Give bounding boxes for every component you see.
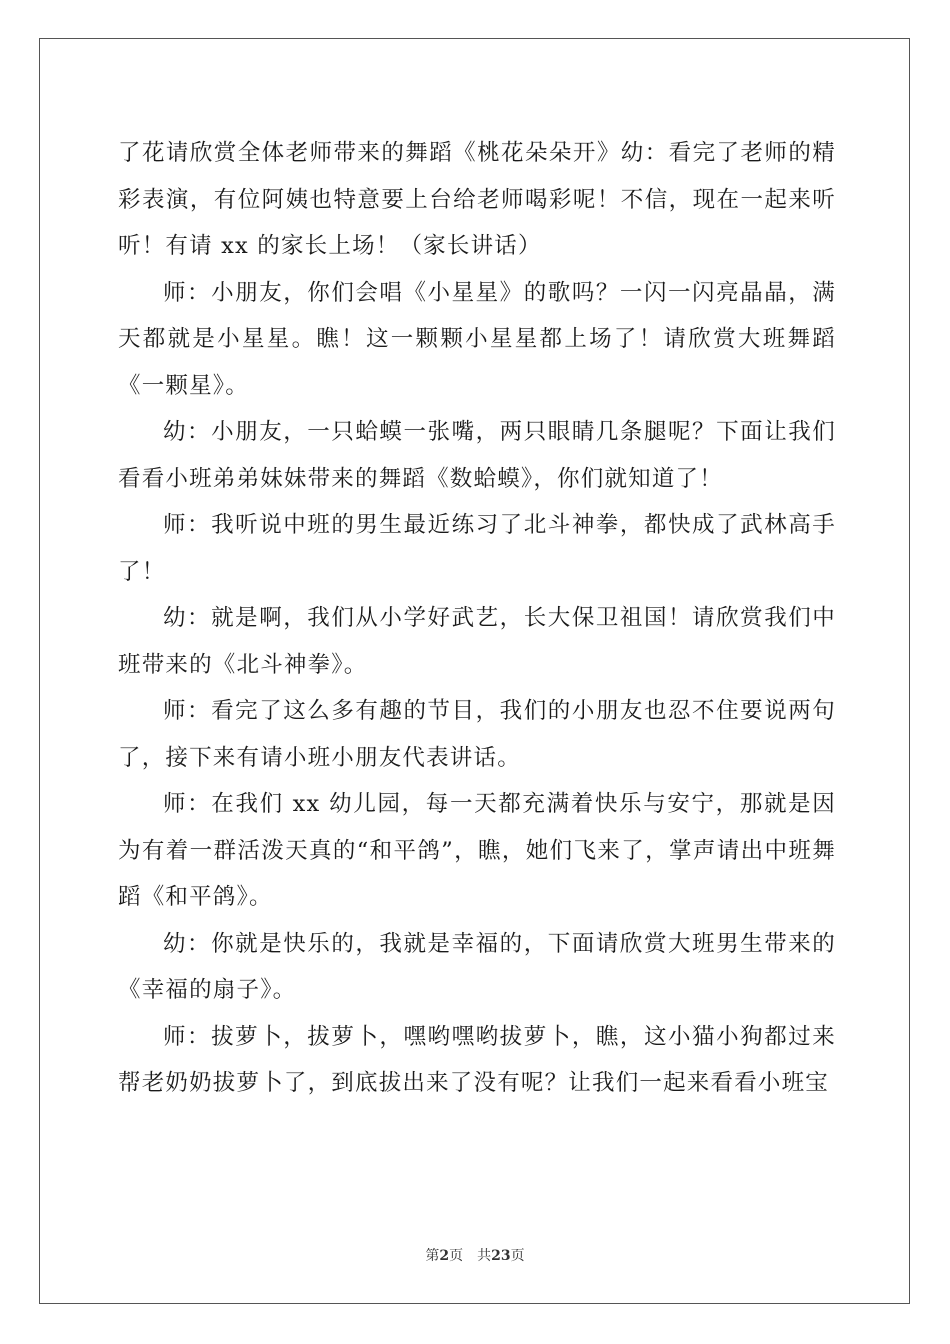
total-suffix: 页: [510, 1248, 525, 1264]
paragraph-2: 师：小朋友，你们会唱《小星星》的歌吗？一闪一闪亮晶晶，满天都就是小星星。瞧！这一颗颗小星星都上场了！请欣赏大班舞蹈《一颗星》。: [118, 279, 836, 399]
paragraph-3: 幼：小朋友，一只蛤蟆一张嘴，两只眼睛几条腿呢？下面让我们看看小班弟弟妹妹带来的舞蹈《数蛤蟆》，你们就知道了！: [118, 419, 836, 492]
page-footer: [0, 1245, 950, 1265]
total-prefix: 共: [477, 1248, 492, 1264]
paragraph-5: 幼：就是啊，我们从小学好武艺，长大保卫祖国！请欣赏我们中班带来的《北斗神拳》。: [118, 605, 836, 678]
page-suffix: 页: [449, 1248, 464, 1264]
paragraph-1: 了花请欣赏全体老师带来的舞蹈《桃花朵朵开》幼：看完了老师的精彩表演，有位阿姨也特意要上台给老师喝彩呢！不信，现在一起来听听！有请 xx 的家长上场！（家长讲话）: [118, 140, 836, 259]
paragraph-6: 师：看完了这么多有趣的节目，我们的小朋友也忍不住要说两句了，接下来有请小班小朋友代表讲话。: [118, 698, 836, 771]
paragraph-8: 幼：你就是快乐的，我就是幸福的，下面请欣赏大班男生带来的《幸福的扇子》。: [118, 930, 836, 1003]
total-pages: 23: [491, 1248, 511, 1264]
paragraph-7: 师：在我们 xx 幼儿园，每一天都充满着快乐与安宁，那就是因为有着一群活泼天真的“和平鸽”，瞧，她们飞来了，掌声请出中班舞蹈《和平鸽》。: [118, 791, 836, 910]
document-body: [118, 130, 836, 1107]
paragraph-4: 师：我听说中班的男生最近练习了北斗神拳，都快成了武林高手了！: [118, 512, 836, 585]
paragraph-9: 师：拔萝卜，拔萝卜，嘿哟嘿哟拔萝卜，瞧，这小猫小狗都过来帮老奶奶拔萝卜了，到底拔出来了没有呢？让我们一起来看看小班宝: [118, 1023, 836, 1096]
page-prefix: 第: [425, 1248, 440, 1264]
page-number: 2: [439, 1248, 450, 1264]
